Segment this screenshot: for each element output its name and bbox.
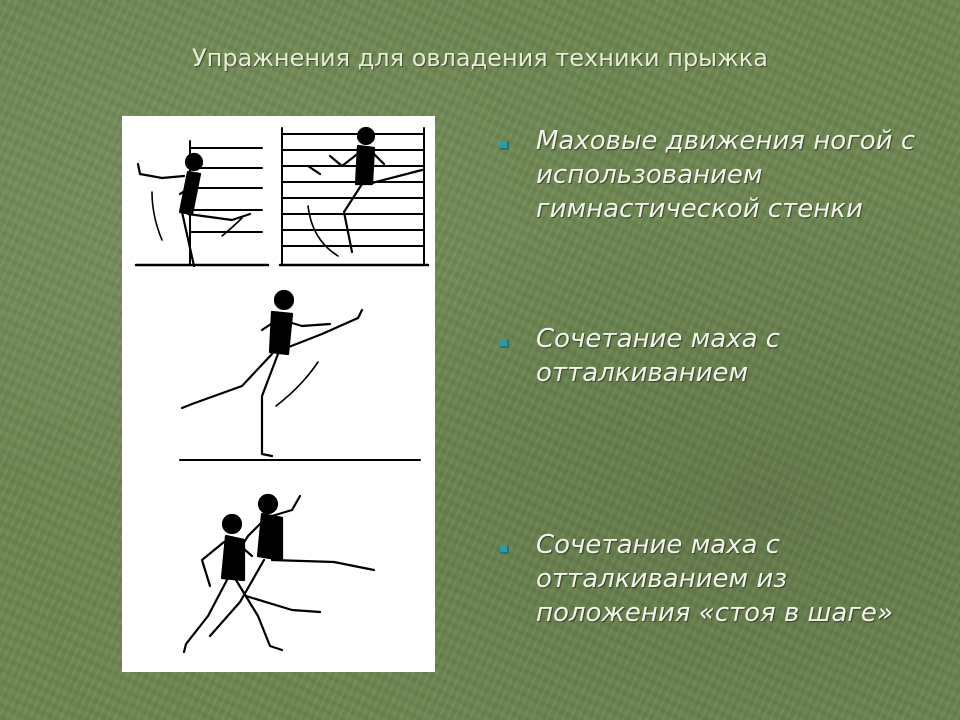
- exercise-illustration: [122, 116, 435, 672]
- bullet-square-icon: [500, 339, 509, 348]
- slide-title: Упражнения для овладения техники прыжка: [192, 44, 768, 72]
- athlete-figure-2: [308, 128, 422, 256]
- bullet-text: Маховые движения ногой с использованием гимнастической стенки: [536, 126, 916, 224]
- bullet-text: Сочетание маха с отталкиванием из положения «стоя в шаге»: [536, 530, 893, 628]
- bullet-square-icon: [500, 545, 509, 554]
- bullet-text: Сочетание маха с отталкиванием: [536, 324, 781, 388]
- athlete-figure-3: [180, 291, 420, 460]
- bullet-square-icon: [500, 141, 509, 150]
